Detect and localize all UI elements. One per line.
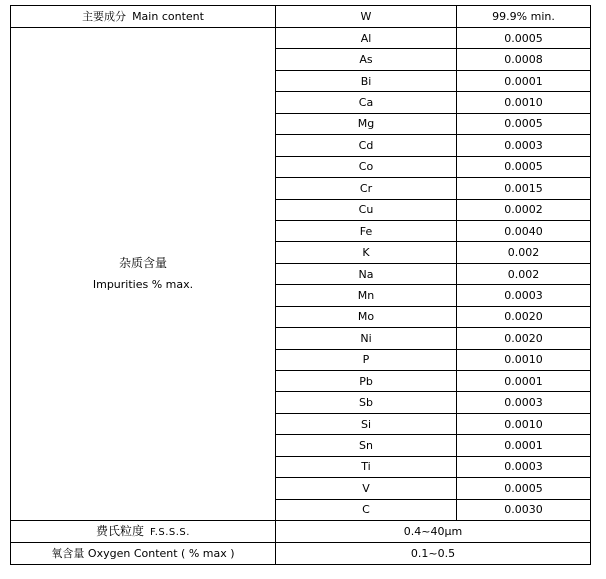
- impurity-value: 0.0020: [457, 306, 591, 327]
- specification-table: [10, 5, 591, 565]
- impurity-element: Si: [276, 413, 457, 434]
- impurity-element: Ca: [276, 92, 457, 113]
- impurity-value: 0.0015: [457, 178, 591, 199]
- impurity-element: K: [276, 242, 457, 263]
- impurity-element: Pb: [276, 371, 457, 392]
- fsss-value: 0.4~40μm: [276, 521, 591, 543]
- impurity-value: 0.0001: [457, 435, 591, 456]
- impurity-value: 0.0003: [457, 135, 591, 156]
- impurity-value: 0.002: [457, 263, 591, 284]
- impurity-element: Ni: [276, 328, 457, 349]
- impurity-value: 0.0005: [457, 156, 591, 177]
- impurity-value: 0.0030: [457, 499, 591, 520]
- impurity-element: Al: [276, 28, 457, 49]
- impurity-element: Sn: [276, 435, 457, 456]
- main-content-value: 99.9% min.: [457, 6, 591, 28]
- impurity-value: 0.0040: [457, 220, 591, 241]
- impurity-row: [11, 28, 591, 49]
- impurity-element: Na: [276, 263, 457, 284]
- impurity-element: P: [276, 349, 457, 370]
- impurity-value: 0.0020: [457, 328, 591, 349]
- impurity-value: 0.0001: [457, 70, 591, 91]
- impurity-element: V: [276, 478, 457, 499]
- oxygen-row: [11, 543, 591, 565]
- fsss-label-zh: 费氏粒度: [96, 523, 145, 538]
- impurity-value: 0.0005: [457, 478, 591, 499]
- fsss-row: [11, 521, 591, 543]
- main-content-row: [11, 6, 591, 28]
- impurity-value: 0.0003: [457, 392, 591, 413]
- impurity-element: Ti: [276, 456, 457, 477]
- impurity-value: 0.0003: [457, 285, 591, 306]
- main-content-label: [11, 6, 276, 28]
- main-content-label-zh: 主要成分: [82, 10, 127, 23]
- impurity-element: Mo: [276, 306, 457, 327]
- impurity-element: Mn: [276, 285, 457, 306]
- main-content-label-en: Main content: [132, 10, 204, 23]
- impurity-element: Cd: [276, 135, 457, 156]
- specification-table-body: [11, 6, 591, 565]
- oxygen-label: [11, 543, 276, 565]
- oxygen-label-en: Oxygen Content ( % max ): [87, 547, 235, 561]
- impurity-element: Cu: [276, 199, 457, 220]
- impurity-value: 0.002: [457, 242, 591, 263]
- impurity-element: Bi: [276, 70, 457, 91]
- impurity-element: Cr: [276, 178, 457, 199]
- oxygen-value: 0.1~0.5: [276, 543, 591, 565]
- impurity-value: 0.0003: [457, 456, 591, 477]
- impurity-value: 0.0010: [457, 92, 591, 113]
- impurity-element: Mg: [276, 113, 457, 134]
- impurity-element: C: [276, 499, 457, 520]
- impurity-value: 0.0005: [457, 113, 591, 134]
- fsss-label: [11, 521, 276, 543]
- impurity-value: 0.0010: [457, 349, 591, 370]
- impurity-value: 0.0002: [457, 199, 591, 220]
- impurity-element: Co: [276, 156, 457, 177]
- impurity-element: As: [276, 49, 457, 70]
- impurity-element: Sb: [276, 392, 457, 413]
- fsss-label-en: F.S.S.S.: [150, 526, 190, 538]
- impurity-value: 0.0008: [457, 49, 591, 70]
- main-content-element: W: [276, 6, 457, 28]
- impurity-value: 0.0010: [457, 413, 591, 434]
- oxygen-label-zh: 氧含量: [51, 547, 85, 561]
- impurity-element: Fe: [276, 220, 457, 241]
- impurities-label-zh: 杂质含量: [118, 256, 167, 271]
- impurities-label: [11, 28, 276, 521]
- impurity-value: 0.0005: [457, 28, 591, 49]
- impurity-value: 0.0001: [457, 371, 591, 392]
- impurities-label-en: Impurities % max.: [92, 278, 194, 292]
